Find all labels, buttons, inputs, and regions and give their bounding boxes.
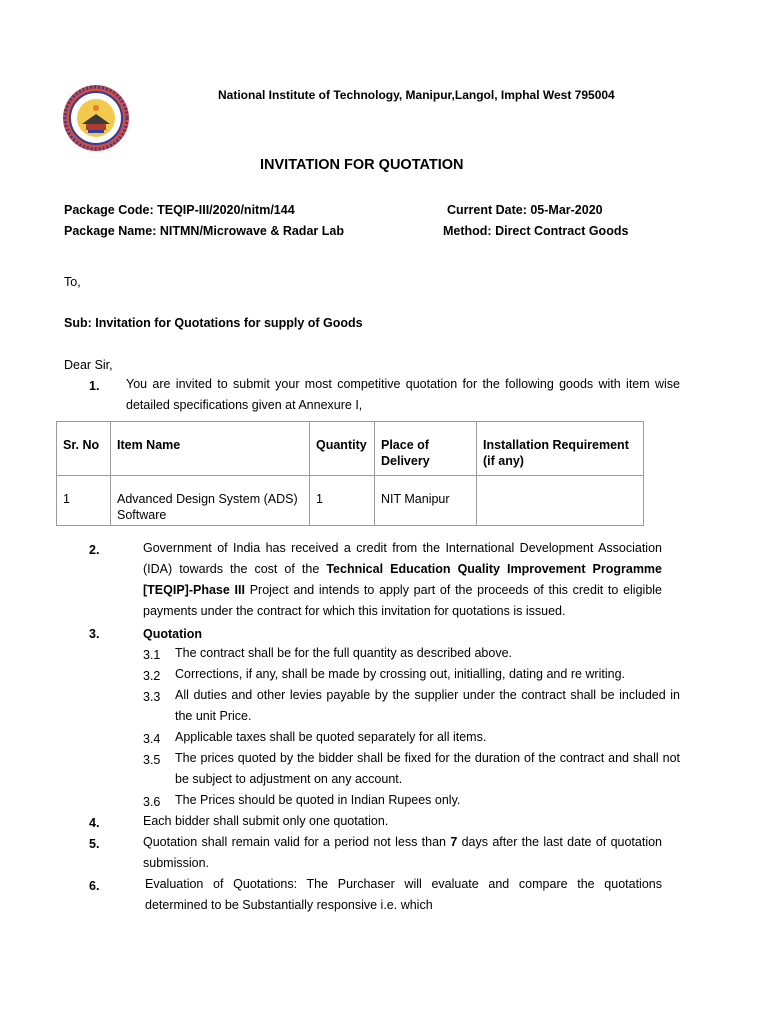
table-header-row (57, 422, 644, 476)
para-6-text: Evaluation of Quotations: The Purchaser will evaluate and compare the quotations determined to be Substantially responsive i.e. which (145, 877, 662, 912)
para-5-text (143, 832, 662, 874)
para-6-number: 6. (89, 879, 100, 893)
col-header-quantity: Quantity (310, 422, 375, 476)
col-header-installation: Installation Requirement (if any) (477, 422, 644, 476)
sub-item-text: The Prices should be quoted in Indian Rupees only. (175, 793, 461, 807)
sub-item-number: 3.2 (143, 669, 161, 683)
col-header-item-name: Item Name (111, 422, 310, 476)
para-2-number: 2. (89, 543, 100, 557)
para-1-number: 1. (89, 379, 100, 393)
institute-header: National Institute of Technology, Manipur,Langol, Imphal West 795004 (218, 88, 615, 102)
package-name: Package Name: NITMN/Microwave & Radar Lab (64, 224, 344, 238)
para-4-text: Each bidder shall submit only one quotation. (143, 814, 389, 828)
sub-item-text: Corrections, if any, shall be made by crossing out, initialling, dating and re writing. (175, 667, 625, 681)
para-5-text-b: days after the last date of quotation submission. (143, 835, 663, 870)
cell-installation (477, 476, 644, 526)
to-line: To, (64, 275, 81, 289)
subject-line: Sub: Invitation for Quotations for supply of Goods (64, 316, 363, 330)
para-2-text-a: Government of India has received a credit from the International Development Association (IDA) towards the cost of the (143, 541, 662, 576)
sub-item-number: 3.4 (143, 732, 161, 746)
sub-item-text: Applicable taxes shall be quoted separately for all items. (175, 730, 487, 744)
sub-item-number: 3.6 (143, 795, 161, 809)
col-header-sr-no: Sr. No (57, 422, 111, 476)
para-5-bold: 7 (450, 835, 458, 849)
col-header-place: Place of Delivery (375, 422, 477, 476)
sub-item-number: 3.1 (143, 648, 161, 662)
sub-item-number: 3.5 (143, 753, 161, 767)
sub-item-text: All duties and other levies payable by the supplier under the contract shall be included in the unit Price. (175, 688, 680, 723)
salutation: Dear Sir, (64, 358, 113, 372)
document-title: INVITATION FOR QUOTATION (260, 157, 464, 173)
para-2-text-b: Project and intends to apply part of the proceeds of this credit to eligible payments under the contract for which this invitation for quotations is issued. (143, 583, 662, 618)
method: Method: Direct Contract Goods (443, 224, 629, 238)
current-date: Current Date: 05-Mar-2020 (447, 203, 603, 217)
para-5-text-a: Quotation shall remain valid for a period not less than (143, 835, 451, 849)
items-table (56, 421, 644, 526)
para-1-text: You are invited to submit your most competitive quotation for the following goods with item wise detailed specifications given at Annexure I, (126, 377, 680, 412)
sub-item-text: The prices quoted by the bidder shall be fixed for the duration of the contract and shall not be subject to adjustment on any account. (175, 751, 680, 786)
para-4-number: 4. (89, 816, 100, 830)
para-5-number: 5. (89, 837, 100, 851)
institute-logo (62, 84, 130, 152)
para-2-bold: Technical Education Quality Improvement Programme [TEQIP]-Phase III (143, 562, 663, 597)
para-3-heading: Quotation (143, 627, 203, 641)
sub-item-text: The contract shall be for the full quantity as described above. (175, 646, 512, 660)
sub-item-number: 3.3 (143, 690, 161, 704)
para-2-text (143, 538, 662, 622)
para-3-number: 3. (89, 627, 100, 641)
cell-item-name: Advanced Design System (ADS) Software (111, 476, 310, 526)
cell-sr-no: 1 (57, 476, 111, 526)
package-code: Package Code: TEQIP-III/2020/nitm/144 (64, 203, 295, 217)
cell-quantity: 1 (310, 476, 375, 526)
table-row (57, 476, 644, 526)
cell-place: NIT Manipur (375, 476, 477, 526)
